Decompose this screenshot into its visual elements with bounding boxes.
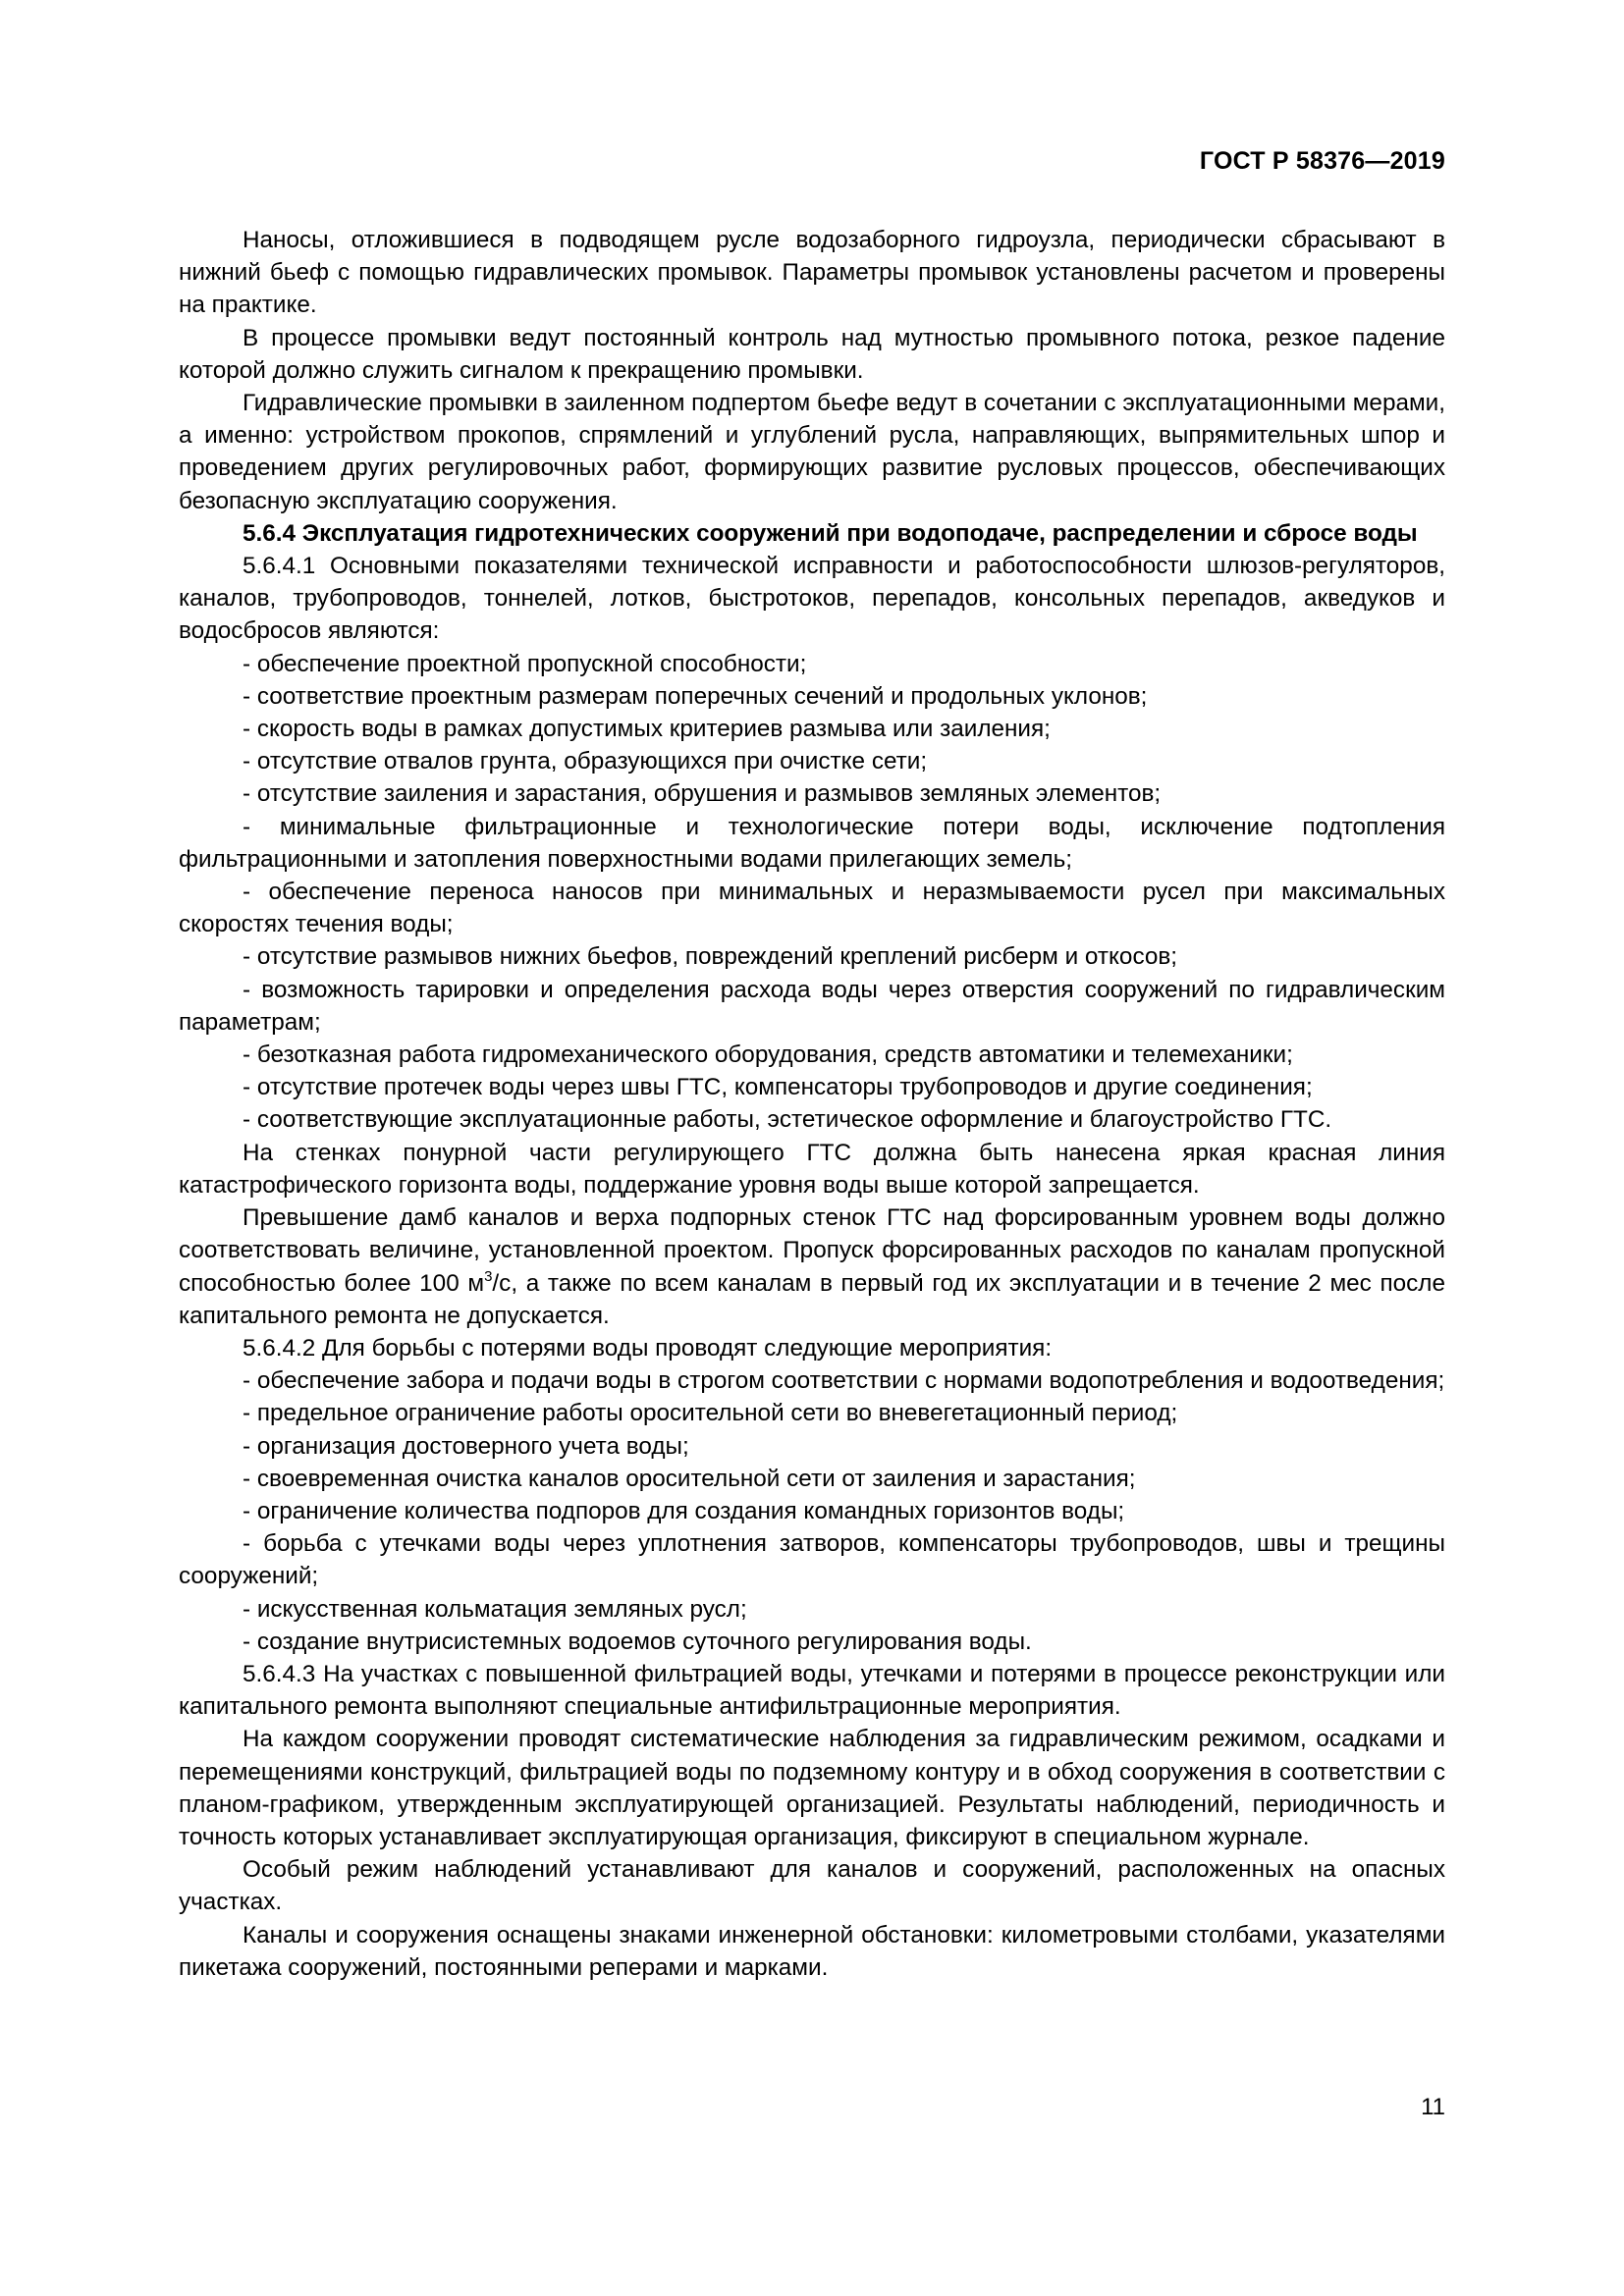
list-item: - соответствие проектным размерам поперечных сечений и продольных уклонов; bbox=[243, 682, 1148, 710]
list-item: - ограничение количества подпоров для создания командных горизонтов воды; bbox=[243, 1497, 1125, 1524]
list-item: - создание внутрисистемных водоемов суточного регулирования воды. bbox=[243, 1628, 1032, 1655]
paragraph-with-superscript bbox=[179, 1201, 1445, 1332]
list-item: - обеспечение переноса наносов при минимальных и неразмываемости русел при максимальных скоростях течения воды; bbox=[179, 879, 1445, 938]
list-item: - возможность тарировки и определения расхода воды через отверстия сооружений по гидравлическим параметрам; bbox=[179, 976, 1445, 1036]
paragraph: В процессе промывки ведут постоянный контроль над мутностью промывного потока, резкое падение которой должно служить сигналом к прекращению промывки. bbox=[179, 324, 1445, 384]
page-header-doc-code: ГОСТ Р 58376—2019 bbox=[1199, 147, 1445, 175]
list-item: - отсутствие заиления и зарастания, обрушения и размывов земляных элементов; bbox=[243, 780, 1162, 808]
list-item: - борьба с утечками воды через уплотнения затворов, компенсаторы трубопроводов, швы и трещины сооружений; bbox=[179, 1530, 1445, 1590]
list-item: - минимальные фильтрационные и технологические потери воды, исключение подтопления фильтрационными и затопления поверхностными водами прилегающих земель; bbox=[179, 813, 1445, 873]
list-item: - организация достоверного учета воды; bbox=[243, 1432, 689, 1460]
paragraph: 5.6.4.3 На участках с повышенной фильтрацией воды, утечками и потерями в процессе реконструкции или капитального ремонта выполняют специальные антифильтрационные мероприятия. bbox=[179, 1660, 1445, 1721]
list-item: - скорость воды в рамках допустимых критериев размыва или заиления; bbox=[243, 716, 1051, 743]
paragraph: Гидравлические промывки в заиленном подпертом бьефе ведут в сочетании с эксплуатационными мерами, а именно: устройством прокопов, спрямлений и углублений русла, направляющих, выпрямительных шпор и проведением других регулировочных работ, формирующих развитие русловых процессов, обеспечивающих безопасную эксплуатацию сооружения. bbox=[179, 390, 1445, 514]
paragraph: 5.6.4.2 Для борьбы с потерями воды проводят следующие мероприятия: bbox=[243, 1334, 1053, 1362]
paragraph: На каждом сооружении проводят систематические наблюдения за гидравлическим режимом, осадками и перемещениями конструкций, фильтрацией воды по подземному контуру и в обход сооружения в соответствии с планом-графиком, утвержденным эксплуатирующей организацией. Результаты наблюдений, периодичность и точность которых устанавливает эксплуатирующая организация, фиксируют в специальном журнале. bbox=[179, 1726, 1445, 1850]
paragraph: Особый режим наблюдений устанавливают для каналов и сооружений, расположенных на опасных участках. bbox=[179, 1856, 1445, 1916]
list-item: - своевременная очистка каналов оросительной сети от заиления и зарастания; bbox=[243, 1465, 1136, 1492]
list-item: - искусственная кольматация земляных русл; bbox=[243, 1595, 747, 1623]
paragraph: 5.6.4.1 Основными показателями технической исправности и работоспособности шлюзов-регуляторов, каналов, трубопроводов, тоннелей, лотков, быстротоков, перепадов, консольных перепадов, акведуков и водосбросов являются: bbox=[179, 553, 1445, 645]
list-item: - обеспечение забора и подачи воды в строгом соответствии с нормами водопотребления и водоотведения; bbox=[243, 1367, 1445, 1395]
paragraph: Каналы и сооружения оснащены знаками инженерной обстановки: километровыми столбами, указателями пикетажа сооружений, постоянными реперами и марками. bbox=[179, 1921, 1445, 1981]
list-item: - отсутствие протечек воды через швы ГТС, компенсаторы трубопроводов и другие соединения; bbox=[243, 1074, 1313, 1101]
page-number: 11 bbox=[1421, 2094, 1445, 2120]
list-item: - соответствующие эксплуатационные работы, эстетическое оформление и благоустройство ГТС. bbox=[243, 1106, 1332, 1134]
list-item: - обеспечение проектной пропускной способности; bbox=[243, 650, 807, 677]
section-heading: 5.6.4 Эксплуатация гидротехнических сооружений при водоподаче, распределении и сбросе воды bbox=[243, 519, 1418, 547]
paragraph: На стенках понурной части регулирующего ГТС должна быть нанесена яркая красная линия катастрофического горизонта воды, поддержание уровня воды выше которой запрещается. bbox=[179, 1139, 1445, 1199]
text-run: Превышение дамб каналов и верха подпорных стенок ГТС над форсированным уровнем воды должно соответствовать величине, установленной проектом. Пропуск форсированных расходов по каналам пропускной способностью более 100 м bbox=[179, 1204, 1445, 1297]
list-item: - предельное ограничение работы оросительной сети во вневегетационный период; bbox=[243, 1400, 1178, 1427]
list-item: - отсутствие размывов нижних бьефов, повреждений креплений рисберм и откосов; bbox=[243, 943, 1178, 971]
list-item: - безотказная работа гидромеханического оборудования, средств автоматики и телемеханики; bbox=[243, 1041, 1293, 1069]
list-item: - отсутствие отвалов грунта, образующихся при очистке сети; bbox=[243, 748, 928, 775]
paragraph: Наносы, отложившиеся в подводящем русле водозаборного гидроузла, периодически сбрасывают в нижний бьеф с помощью гидравлических промывок. Параметры промывок установлены расчетом и проверены на практике. bbox=[179, 227, 1445, 319]
text-run: /с, а также по всем каналам в первый год их эксплуатации и в течение 2 мес после капитального ремонта не допускается. bbox=[179, 1269, 1445, 1329]
superscript-exponent: 3 bbox=[484, 1267, 493, 1285]
document-body bbox=[179, 224, 1445, 1984]
